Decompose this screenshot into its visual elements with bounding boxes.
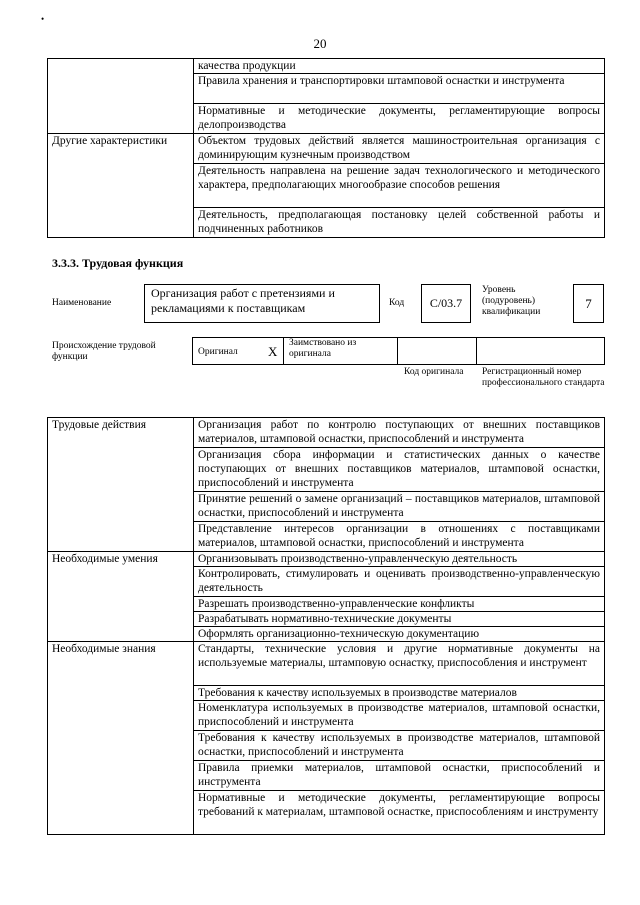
row-text: Организация сбора информации и статистических данных о качестве поступающих от внешних поставщиков материалов, штамповой оснастки, приспособлений и инструмента	[194, 448, 605, 492]
level-label: Уровень (подуровень) квалификации	[482, 285, 541, 317]
table-row	[48, 59, 605, 74]
table-row	[48, 134, 605, 164]
code-original-label: Код оригинала	[404, 367, 464, 377]
row-text: Правила хранения и транспортировки штамповой оснастки и инструмента	[194, 74, 605, 104]
qualification-level: 7	[573, 284, 604, 323]
row-text: Разрабатывать нормативно-технические документы	[194, 612, 605, 627]
row-text: Нормативные и методические документы, регламентирующие вопросы требований к материалам, штамповой оснастке, приспособлениям и инструменту	[194, 791, 605, 835]
row-text: Правила приемки материалов, штамповой оснастки, приспособлений и инструмента	[194, 761, 605, 791]
row-text: Разрешать производственно-управленческие конфликты	[194, 597, 605, 612]
corner-mark: •	[41, 14, 45, 24]
origin-divider	[283, 337, 284, 365]
row-text: Организация работ по контролю поступающих от внешних поставщиков материалов, штамповой оснастки, приспособлений и инструмента	[194, 418, 605, 448]
row-text: Принятие решений о замене организаций – поставщиков материалов, штамповой оснастки, приспособлений и инструмента	[194, 492, 605, 522]
row-text: Деятельность, предполагающая постановку целей собственной работы и подчиненных работников	[194, 208, 605, 238]
reg-number-label: Регистрационный номер профессионального стандарта	[482, 367, 605, 388]
origin-divider	[397, 337, 398, 365]
table-row	[48, 74, 605, 104]
table-row	[48, 552, 605, 567]
row-text: Деятельность направлена на решение задач технологического и методического характера, предполагающих многообразие способов решения	[194, 164, 605, 208]
function-code: C/03.7	[421, 284, 471, 323]
row-text: качества продукции	[194, 59, 605, 74]
original-label: Оригинал	[198, 347, 238, 357]
section-label: Необходимые умения	[48, 552, 194, 642]
origin-label: Происхождение трудовой функции	[52, 341, 156, 362]
labor-function-table	[47, 417, 605, 835]
section-label: Трудовые действия	[48, 418, 194, 552]
row-text: Требования к качеству используемых в производстве материалов	[194, 686, 605, 701]
row-label	[48, 104, 194, 134]
row-label	[48, 59, 194, 74]
section-heading: 3.3.3. Трудовая функция	[52, 256, 184, 270]
code-label: Код	[389, 298, 405, 308]
borrowed-label: Заимствовано из оригинала	[289, 338, 357, 359]
row-text: Нормативные и методические документы, регламентирующие вопросы делопроизводства	[194, 104, 605, 134]
section-label: Необходимые знания	[48, 642, 194, 835]
page-number: 20	[313, 36, 327, 51]
function-name: Организация работ с претензиями и рекламациями к поставщикам	[144, 284, 380, 323]
row-label	[48, 74, 194, 104]
table-row	[48, 418, 605, 448]
table-row	[48, 104, 605, 134]
table-row	[48, 164, 605, 208]
row-label	[48, 164, 194, 208]
row-text: Организовывать производственно-управленческую деятельность	[194, 552, 605, 567]
origin-divider	[476, 337, 477, 365]
characteristics-table	[47, 58, 605, 238]
row-label	[48, 208, 194, 238]
row-text: Стандарты, технические условия и другие нормативные документы на используемые материалы, штамповую оснастку, приспособления и инструмент	[194, 642, 605, 686]
row-text: Оформлять организационно-техническую документацию	[194, 627, 605, 642]
original-mark: X	[268, 344, 278, 359]
row-label: Другие характеристики	[48, 134, 194, 164]
name-label: Наименование	[52, 298, 112, 308]
row-text: Требования к качеству используемых в производстве материалов, штамповой оснастки, приспособлений и инструмента	[194, 731, 605, 761]
row-text: Представление интересов организации в отношениях с поставщиками материалов, штамповой оснастки, приспособлений и инструмента	[194, 522, 605, 552]
row-text: Контролировать, стимулировать и оценивать производственно-управленческую деятельность	[194, 567, 605, 597]
row-text: Объектом трудовых действий является машиностроительная организация с доминирующим кузнечным производством	[194, 134, 605, 164]
table-row	[48, 208, 605, 238]
row-text: Номенклатура используемых в производстве материалов, штамповой оснастки, приспособлений и инструмента	[194, 701, 605, 731]
table-row	[48, 642, 605, 686]
origin-box	[192, 337, 605, 365]
